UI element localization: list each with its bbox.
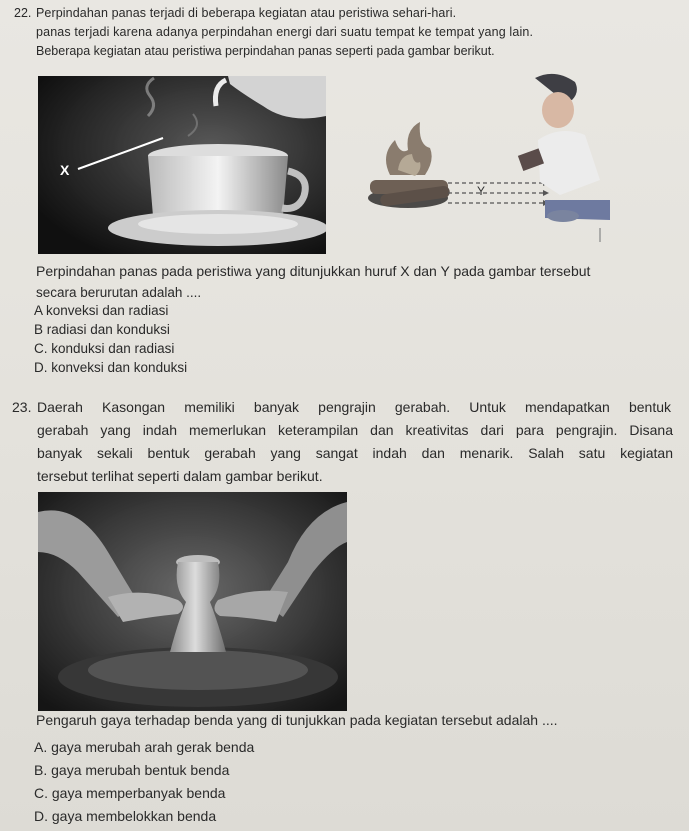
q23-stem-line-1: Daerah Kasongan memiliki banyak pengrajin gerabah. Untuk mendapatkan bentuk [37, 399, 671, 415]
q22-option-b[interactable]: B radiasi dan konduksi [34, 322, 170, 337]
q22-stem-line-1: Perpindahan panas terjadi di beberapa kegiatan atau peristiwa sehari-hari. [36, 6, 457, 20]
q22-stem-line-3: Beberapa kegiatan atau peristiwa perpindahan panas seperti pada gambar berikut. [36, 44, 495, 58]
label-x: X [60, 162, 70, 178]
q23-stem-line-3: banyak sekali bentuk gerabah yang sangat indah dan menarik. Salah satu kegiatan [37, 445, 673, 461]
q23-option-d[interactable]: D. gaya membelokkan benda [34, 808, 217, 824]
fire-icon [368, 122, 450, 208]
q23-stem-line-2: gerabah yang indah memerlukan keterampilan dan kreativitas dari para pengrajin. Disana [37, 422, 673, 438]
q22-option-a[interactable]: A konveksi dan radiasi [34, 303, 169, 318]
q23-number: 23. [12, 399, 32, 415]
teapot-cup-photo [38, 76, 326, 254]
q23-option-a[interactable]: A. gaya merubah arah gerak benda [34, 739, 255, 755]
q23-option-b[interactable]: B. gaya merubah bentuk benda [34, 762, 230, 778]
campfire-illustration [360, 70, 610, 250]
q22-question-line-1: Perpindahan panas pada peristiwa yang ditunjukkan huruf X dan Y pada gambar tersebut [36, 263, 591, 279]
potter-wheel-illustration [38, 492, 347, 711]
q22-option-c[interactable]: C. konduksi dan radiasi [34, 341, 175, 356]
q23-stem-line-4: tersebut terlihat seperti dalam gambar berikut. [37, 468, 323, 484]
q22-number: 22. [14, 6, 32, 20]
teapot-cup-illustration [38, 76, 326, 254]
q23-option-c[interactable]: C. gaya memperbanyak benda [34, 785, 226, 801]
q22-question-line-2: secara berurutan adalah .... [36, 285, 202, 300]
q22-option-d[interactable]: D. konveksi dan konduksi [34, 360, 188, 375]
q23-question: Pengaruh gaya terhadap benda yang di tunjukkan pada kegiatan tersebut adalah .... [36, 712, 558, 728]
pottery-making-photo [38, 492, 347, 711]
q22-stem-line-2: panas terjadi karena adanya perpindahan energi dari suatu tempat ke tempat yang lain. [36, 25, 534, 39]
heat-arrows [448, 183, 543, 203]
label-y: Y [477, 184, 486, 198]
person-reading-icon [518, 74, 610, 242]
